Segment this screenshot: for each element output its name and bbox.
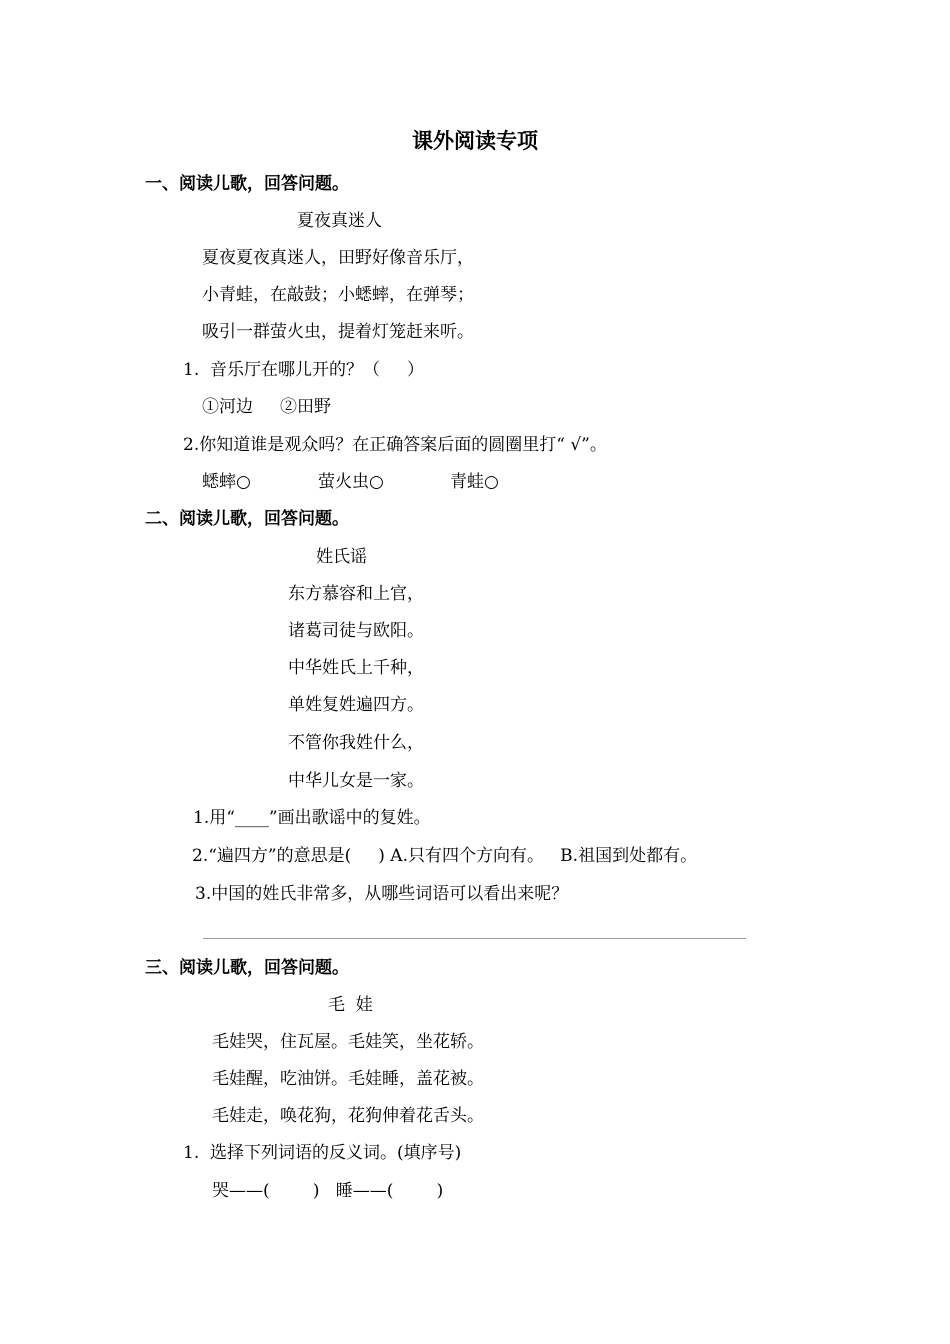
section2-poem-line: 中华姓氏上千种， (288, 658, 424, 678)
section1-question-1-options: ①河边 ②田野 (202, 397, 332, 417)
section2-poem-line: 中华儿女是一家。 (288, 771, 424, 791)
section2-poem-line: 单姓复姓遍四方。 (288, 695, 424, 715)
section2-heading: 二、阅读儿歌，回答问题。 (145, 509, 349, 529)
section2-question-3: 3.中国的姓氏非常多，从哪些词语可以看出来呢？ (195, 884, 569, 904)
section3-poem-line: 毛娃醒，吃油饼。毛娃睡，盖花被。 (212, 1069, 484, 1089)
section1-option-firefly: 萤火虫○ (318, 472, 384, 492)
document-title: 课外阅读专项 (412, 128, 538, 153)
section3-poem-title: 毛 娃 (328, 995, 373, 1015)
section1-question-2: 2.你知道谁是观众吗？在正确答案后面的圆圈里打“ √”。 (183, 435, 607, 455)
section3-question-1: 1. 选择下列词语的反义词。(填序号) (183, 1143, 462, 1163)
section1-option-frog: 青蛙○ (450, 472, 499, 492)
section2-poem-line: 东方慕容和上官， (288, 584, 424, 604)
section1-option-cricket: 蟋蟀○ (202, 472, 251, 492)
section1-poem-line: 小青蛙，在敲鼓；小蟋蟀，在弹琴； (202, 285, 474, 305)
section1-question-1: 1. 音乐厅在哪儿开的？（ ） (183, 360, 425, 380)
section3-poem-line: 毛娃走，唤花狗，花狗伸着花舌头。 (212, 1106, 484, 1126)
section1-poem-title: 夏夜真迷人 (297, 211, 382, 231)
section2-question-1: 1.用“____”画出歌谣中的复姓。 (193, 808, 431, 828)
section1-heading: 一、阅读儿歌，回答问题。 (145, 174, 349, 194)
section1-poem-line: 夏夜夏夜真迷人，田野好像音乐厅， (202, 248, 474, 268)
section3-poem-line: 毛娃哭，住瓦屋。毛娃笑，坐花轿。 (212, 1032, 484, 1052)
section2-poem-line: 不管你我姓什么， (288, 733, 424, 753)
section1-poem-line: 吸引一群萤火虫，提着灯笼赶来听。 (202, 322, 474, 342)
section2-question-2: 2.“遍四方”的意思是( ) A.只有四个方向有。 B.祖国到处都有。 (192, 846, 698, 866)
section3-question-1-blanks: 哭——( ) 睡——( ) (212, 1181, 444, 1201)
section2-poem-line: 诸葛司徒与欧阳。 (288, 621, 424, 641)
section3-heading: 三、阅读儿歌，回答问题。 (145, 958, 349, 978)
section2-poem-title: 姓氏谣 (316, 547, 367, 567)
answer-line (203, 938, 746, 939)
